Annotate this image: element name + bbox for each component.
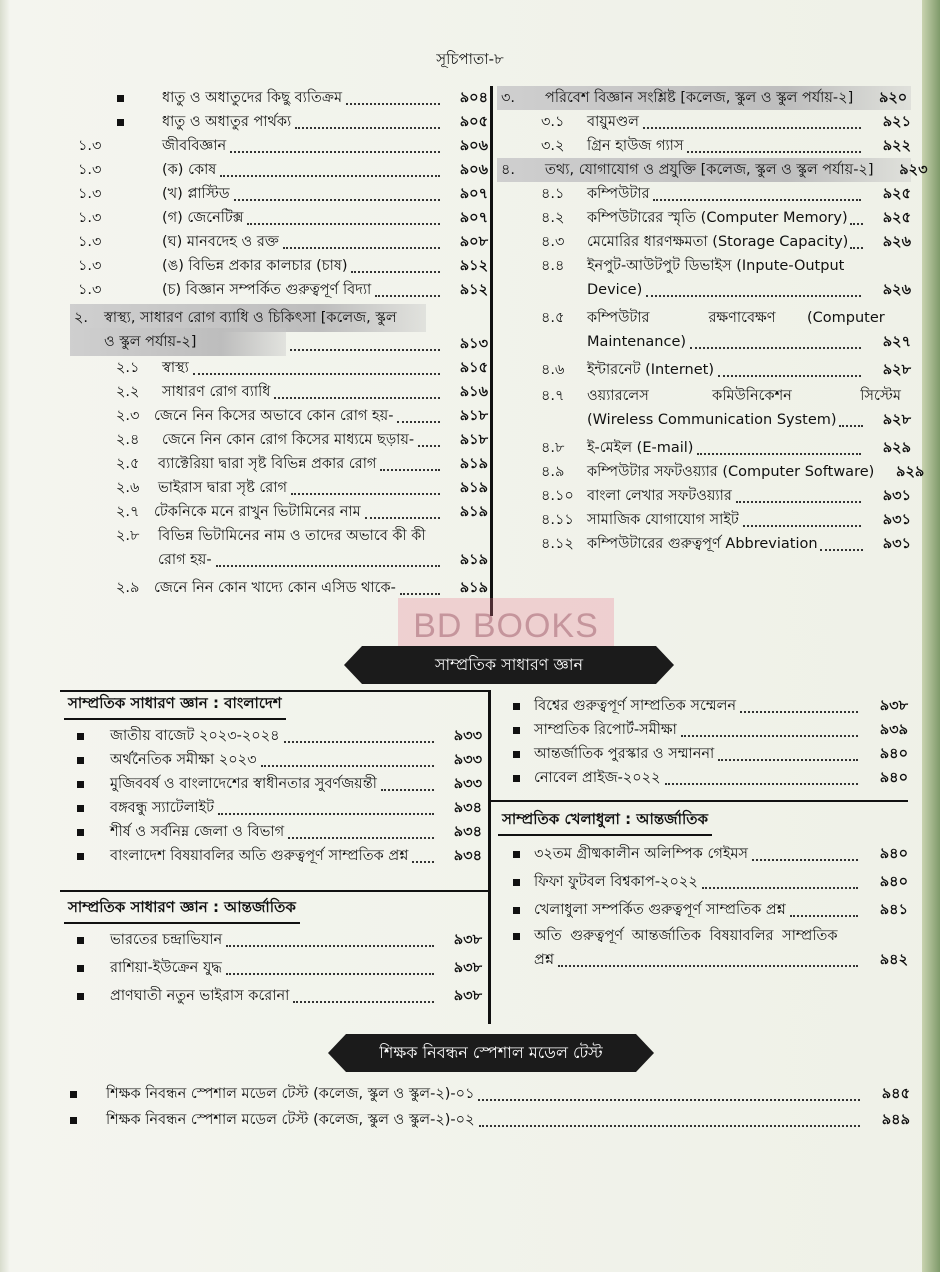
bullet-icon [77, 965, 84, 972]
toc-entry[interactable] [78, 278, 488, 302]
section-number: ৪. [501, 162, 516, 178]
section-title: পরিবেশ বিজ্ঞান সংশ্লিষ্ট [কলেজ, স্কুল ও স্কুল পর্যায়-২] [545, 90, 854, 106]
toc-entry[interactable] [497, 230, 911, 254]
toc-entry-number: ৩.১ [541, 114, 565, 130]
section-rule [60, 890, 488, 892]
toc-entry-title: কম্পিউটারের গুরুত্বপূর্ণ Abbreviation [587, 536, 818, 552]
toc-entry-page: ৯০৪ [459, 90, 488, 106]
toc-entry-page: ৯২৭ [882, 334, 911, 350]
toc-entry-title: কম্পিউটার [587, 186, 650, 202]
column-divider [490, 86, 493, 616]
toc-entry-number: ৪.১১ [541, 512, 574, 528]
toc-entry-title: ধাতু ও অধাতুর পার্থক্য [162, 114, 292, 130]
toc-entry-page: ৯২৬ [882, 234, 911, 250]
banner-title: সাম্প্রতিক সাধারণ জ্ঞান [434, 654, 584, 674]
toc-right-column [497, 86, 928, 556]
toc-entry-page: ৯১৯ [459, 480, 488, 496]
leader-dots [743, 503, 861, 527]
toc-entry[interactable] [64, 984, 482, 1008]
leader-dots [220, 153, 440, 177]
section-subheading: সাম্প্রতিক সাধারণ জ্ঞান : আন্তর্জাতিক [64, 896, 300, 924]
toc-entry-title: বাংলাদেশ বিষয়াবলির অতি গুরুত্বপূর্ণ সাম্প্রতিক প্রশ্ন [110, 848, 409, 864]
bullet-icon [77, 829, 84, 836]
toc-entry-page: ৯০৭ [459, 210, 488, 226]
bullet-icon [513, 879, 520, 886]
toc-entry[interactable] [498, 924, 908, 972]
toc-entry-title: ইন্টারনেট (Internet) [587, 362, 715, 378]
toc-entry-title: (গ) জেনেটিক্স [162, 210, 244, 226]
toc-entry[interactable] [497, 254, 911, 302]
toc-entry-title: শিক্ষক নিবন্ধন স্পেশাল মডেল টেস্ট (কলেজ, স্কুল ও স্কুল-২)-০২ [106, 1112, 475, 1128]
toc-entry-title: টেকনিকে মনে রাখুন ভিটামিনের নাম [154, 504, 361, 520]
toc-entry-number: ৪.৯ [541, 464, 565, 480]
bullet-icon [513, 703, 520, 710]
toc-entry-number: ২.৮ [116, 528, 140, 544]
toc-entry-page: ৯২৯ [882, 440, 911, 456]
toc-entry-page: ৯৩৪ [453, 824, 482, 840]
bullet-icon [77, 733, 84, 740]
toc-entry-page: ৯১৯ [459, 580, 488, 596]
toc-entry[interactable] [116, 576, 488, 600]
toc-entry[interactable] [498, 898, 908, 922]
page-title: সূচিপাতা-৮ [436, 50, 504, 68]
toc-entry-page: ৯৩৮ [453, 988, 482, 1004]
toc-entry[interactable] [497, 306, 911, 354]
toc-entry[interactable] [64, 956, 482, 980]
toc-entry-page: ৯৩৯ [879, 722, 908, 738]
toc-entry-page: ৯২৫ [882, 186, 911, 202]
toc-entry-page: ৯১৯ [459, 456, 488, 472]
toc-entry-title: ব্যাক্টেরিয়া দ্বারা সৃষ্ট বিভিন্ন প্রকার রোগ [158, 456, 377, 472]
toc-entry[interactable] [64, 844, 482, 868]
toc-entry[interactable] [116, 524, 488, 572]
toc-entry-number: ১.৩ [78, 234, 102, 250]
toc-entry-title-part: (Computer [807, 310, 885, 326]
leader-dots [850, 201, 863, 225]
toc-entry-title: জেনে নিন কোন রোগ কিসের মাধ্যমে ছড়ায়- [162, 432, 415, 448]
toc-entry-title: সামাজিক যোগাযোগ সাইট [587, 512, 739, 528]
banner-arrow-left [328, 1034, 346, 1072]
right-middle-column [498, 694, 908, 972]
bullet-icon [70, 1091, 77, 1098]
bullet-icon [513, 851, 520, 858]
leader-dots [351, 249, 440, 273]
bullet-icon [77, 853, 84, 860]
toc-entry-title-line2: Maintenance) [587, 334, 687, 350]
toc-entry-page: ৯৩৩ [453, 776, 482, 792]
toc-entry-number: ১.৩ [78, 282, 102, 298]
leader-dots [718, 737, 858, 761]
leader-dots [291, 471, 440, 495]
toc-left-column [74, 86, 488, 600]
toc-entry-page: ৯২৫ [882, 210, 911, 226]
bullet-icon [513, 775, 520, 782]
toc-entry-title-line1: বিভিন্ন ভিটামিনের নাম ও তাদের অভাবে কী কী [158, 528, 426, 544]
toc-entry-page: ৯১২ [459, 282, 488, 298]
toc-entry-title: (খ) প্লাস্টিড [162, 186, 230, 202]
toc-entry-page: ৯২৯ [896, 464, 925, 480]
toc-entry[interactable] [64, 928, 482, 952]
section-banner [362, 646, 656, 684]
toc-entry-page: ৯৪০ [879, 874, 908, 890]
toc-entry-number: ৪.২ [541, 210, 565, 226]
leader-dots [293, 979, 434, 1003]
model-test-list [58, 1082, 910, 1132]
section-title-line1: স্বাস্থ্য, সাধারণ রোগ ব্যাধি ও চিকিৎসা [কলেজ, স্কুল [104, 310, 397, 326]
toc-entry-title: বাংলা লেখার সফটওয়্যার [587, 488, 732, 504]
toc-entry-number: ৪.১০ [541, 488, 574, 504]
banner-title: শিক্ষক নিবন্ধন স্পেশাল মডেল টেস্ট [379, 1042, 603, 1062]
toc-entry-title: (ঙ) বিভিন্ন প্রকার কালচার (চাষ) [162, 258, 348, 274]
toc-entry-page: ৯১২ [459, 258, 488, 274]
leader-dots [736, 479, 861, 503]
toc-entry-title-line2: Device) [587, 282, 643, 298]
leader-dots [665, 761, 858, 785]
toc-entry-title: কম্পিউটার সফটওয়্যার (Computer Software) [587, 464, 875, 480]
bullet-icon [77, 757, 84, 764]
toc-entry-title-line2: রোগ হয়- [158, 552, 212, 568]
toc-entry-title: প্রাণঘাতী নতুন ভাইরাস করোনা [110, 988, 290, 1004]
toc-entry-page: ৯৩১ [882, 536, 911, 552]
toc-entry-number: ৪.১ [541, 186, 565, 202]
toc-entry-page: ৯৩৩ [453, 728, 482, 744]
page-left-edge [0, 0, 10, 1272]
toc-entry-page: ৯১৮ [459, 432, 488, 448]
toc-entry-page: ৯৪০ [879, 770, 908, 786]
toc-entry-number: ২.৩ [116, 408, 140, 424]
toc-entry-number: ২.৪ [116, 432, 140, 448]
toc-entry[interactable] [498, 842, 908, 866]
toc-entry-title-part: রক্ষণাবেক্ষণ [708, 310, 776, 326]
toc-entry-title: ভারতের চন্দ্রাভিযান [110, 932, 223, 948]
section-page: ৯২০ [878, 90, 908, 106]
leader-dots [226, 923, 434, 947]
toc-entry-page: ৯৩৪ [453, 848, 482, 864]
toc-entry-title: কম্পিউটারের স্মৃতি (Computer Memory) [587, 210, 848, 226]
toc-entry-title: শিক্ষক নিবন্ধন স্পেশাল মডেল টেস্ট (কলেজ, স্কুল ও স্কুল-২)-০১ [106, 1086, 475, 1102]
toc-entry-title: শীর্ষ ও সর্বনিম্ন জেলা ও বিভাগ [110, 824, 285, 840]
toc-entry-title: খেলাধুলা সম্পর্কিত গুরুত্বপূর্ণ সাম্প্রতিক প্রশ্ন [534, 902, 786, 918]
international-section [64, 896, 482, 1008]
leader-dots [697, 431, 861, 455]
toc-entry-page: ৯২২ [882, 138, 911, 154]
toc-entry-page: ৯৪১ [879, 902, 908, 918]
toc-entry-title: জেনে নিন কোন খাদ্যে কোন এসিড থাকে- [154, 580, 396, 596]
leader-dots [752, 837, 858, 861]
leader-dots [820, 527, 863, 551]
toc-entry-number: ২.৬ [116, 480, 140, 496]
toc-entry-page: ৯০৭ [459, 186, 488, 202]
toc-entry-title: জাতীয় বাজেট ২০২৩-২০২৪ [110, 728, 280, 744]
toc-entry-title: মুজিববর্ষ ও বাংলাদেশের স্বাধীনতার সুবর্ণজয়ন্তী [110, 776, 377, 792]
bangladesh-section [64, 692, 482, 868]
toc-entry-title: নোবেল প্রাইজ-২০২২ [534, 770, 661, 786]
leader-dots [365, 495, 440, 519]
bullet-icon [70, 1117, 77, 1124]
toc-entry-title: সাম্প্রতিক রিপোর্ট-সমীক্ষা [534, 722, 677, 738]
toc-entry-title-line2: প্রশ্ন [534, 952, 554, 968]
leader-dots [687, 129, 861, 153]
section-number: ৩. [501, 90, 516, 106]
toc-entry-number: ৪.৮ [541, 440, 565, 456]
toc-entry-page: ৯৪০ [879, 846, 908, 862]
toc-entry[interactable] [497, 206, 911, 230]
toc-entry-page: ৯৪০ [879, 746, 908, 762]
toc-entry[interactable] [497, 134, 911, 158]
toc-entry-page: ৯১৯ [459, 504, 488, 520]
bullet-icon [77, 781, 84, 788]
leader-dots [381, 767, 434, 791]
toc-entry-number: ১.৩ [78, 210, 102, 226]
toc-entry-page: ৯০৫ [459, 114, 488, 130]
toc-entry-title-part: কমিউনিকেশন [712, 388, 792, 404]
toc-entry-number: ৪.১২ [541, 536, 574, 552]
toc-entry-page: ৯২৬ [882, 282, 911, 298]
section-title: তথ্য, যোগাযোগ ও প্রযুক্তি [কলেজ, স্কুল ও স্কুল পর্যায়-২] [545, 162, 874, 178]
banner-arrow-right [636, 1034, 654, 1072]
toc-entry-number: ২.২ [116, 384, 140, 400]
bullet-icon [513, 727, 520, 734]
toc-entry-title: ধাতু ও অধাতুদের কিছু ব্যতিক্রম [162, 90, 343, 106]
toc-entry-title-line1: ইনপুট-আউটপুট ডিভাইস (Inpute-Output [587, 258, 845, 274]
toc-entry-title-part: ওয়্যারলেস [587, 388, 649, 404]
toc-entry-page: ৯৩৮ [453, 960, 482, 976]
toc-entry-title: ভাইরাস দ্বারা সৃষ্ট রোগ [158, 480, 287, 496]
toc-entry-page: ৯৩৮ [879, 698, 908, 714]
toc-entry[interactable] [116, 500, 488, 524]
toc-entry-page: ৯২১ [882, 114, 911, 130]
bd-books-watermark: BD BOOKS [398, 598, 614, 654]
leader-dots [400, 571, 440, 595]
toc-entry-page: ৯৪৫ [881, 1086, 910, 1102]
toc-entry-number: ৪.৪ [541, 258, 565, 274]
toc-entry-title: বিশ্বের গুরুত্বপূর্ণ সাম্প্রতিক সম্মেলন [534, 698, 737, 714]
toc-entry-title-line1: অতি গুরুত্বপূর্ণ আন্তর্জাতিক বিষয়াবলির সাম্প্রতিক [534, 928, 838, 944]
bullet-icon [117, 119, 124, 126]
toc-entry-number: ১.৩ [78, 186, 102, 202]
leader-dots [380, 447, 440, 471]
toc-entry-number: ১.৩ [78, 258, 102, 274]
toc-entry-page: ৯৪২ [879, 952, 908, 968]
banner-arrow-right [656, 646, 674, 684]
toc-entry-number: ৪.৭ [541, 388, 565, 404]
toc-entry-page: ৯০৮ [459, 234, 488, 250]
bullet-icon [77, 993, 84, 1000]
leader-dots [283, 225, 440, 249]
leader-dots [850, 225, 863, 249]
toc-entry-title: সাধারণ রোগ ব্যাধি [162, 384, 271, 400]
toc-entry[interactable] [58, 1108, 910, 1132]
column-divider [488, 690, 491, 1024]
page-right-edge [922, 0, 940, 1272]
toc-entry-title: ই-মেইল (E-mail) [587, 440, 694, 456]
toc-entry-page: ৯৩১ [882, 512, 911, 528]
leader-dots [230, 129, 440, 153]
leader-dots [718, 353, 861, 377]
toc-entry-number: ২.৭ [116, 504, 140, 520]
toc-entry-page: ৯০৬ [459, 138, 488, 154]
toc-section-3[interactable] [497, 86, 911, 110]
toc-entry[interactable] [497, 532, 911, 556]
toc-entry-number: ১.৩ [78, 138, 102, 154]
section-rule [488, 800, 908, 802]
leader-dots [690, 325, 861, 349]
toc-entry-title: ফিফা ফুটবল বিশ্বকাপ-২০২২ [534, 874, 698, 890]
bullet-icon [77, 805, 84, 812]
bullet-icon [77, 937, 84, 944]
leader-dots [397, 399, 440, 423]
leader-dots [418, 423, 440, 447]
toc-entry[interactable] [498, 870, 908, 894]
toc-entry-page: ৯১৯ [459, 552, 488, 568]
leader-dots [412, 839, 434, 863]
toc-entry[interactable] [498, 766, 908, 790]
toc-entry-title: (চ) বিজ্ঞান সম্পর্কিত গুরুত্বপূর্ণ বিদ্যা [162, 282, 372, 298]
toc-entry-page: ৯৩৪ [453, 800, 482, 816]
section-title-line2: ও স্কুল পর্যায়-২] [70, 328, 286, 356]
toc-entry-page: ৯০৬ [459, 162, 488, 178]
toc-entry-title: ৩২তম গ্রীষ্মকালীন অলিম্পিক গেইমস [534, 846, 748, 862]
toc-entry[interactable] [497, 358, 911, 382]
toc-entry-title: জেনে নিন কিসের অভাবে কোন রোগ হয়- [154, 408, 394, 424]
toc-section-2[interactable] [70, 304, 488, 356]
leader-dots [839, 403, 863, 427]
leader-dots [702, 865, 858, 889]
bullet-icon [513, 907, 520, 914]
bullet-icon [513, 751, 520, 758]
toc-entry-title: বঙ্গবন্ধু স্যাটেলাইট [110, 800, 215, 816]
leader-dots [346, 81, 440, 105]
toc-entry-number: ১.৩ [78, 162, 102, 178]
toc-entry-page: ৯৩১ [882, 488, 911, 504]
leader-dots [646, 273, 861, 297]
toc-section-4[interactable] [497, 158, 928, 182]
leader-dots [558, 943, 858, 967]
toc-entry-title: রাশিয়া-ইউক্রেন যুদ্ধ [110, 960, 222, 976]
toc-entry-title: জীববিজ্ঞান [162, 138, 227, 154]
toc-entry-title-part: কম্পিউটার [587, 310, 650, 326]
section-page: ৯১৩ [459, 336, 488, 352]
toc-entry-title: মেমোরির ধারণক্ষমতা (Storage Capacity) [587, 234, 849, 250]
section-banner [346, 1034, 636, 1072]
toc-entry-page: ৯১৮ [459, 408, 488, 424]
leader-dots [375, 273, 440, 297]
toc-entry-title: (ঘ) মানবদেহ ও রক্ত [162, 234, 279, 250]
toc-entry-page: ৯২৮ [882, 412, 911, 428]
toc-entry-page: ৯৩৩ [453, 752, 482, 768]
toc-entry[interactable] [497, 436, 911, 460]
toc-entry-page: ৯২৮ [882, 362, 911, 378]
toc-entry-title-part: সিস্টেম [860, 388, 901, 404]
toc-entry-page: ৯১৫ [459, 360, 488, 376]
toc-entry-number: ২.৫ [116, 456, 140, 472]
toc-entry-title: আন্তর্জাতিক পুরস্কার ও সম্মাননা [534, 746, 715, 762]
leader-dots [274, 375, 440, 399]
toc-entry-number: ৪.৩ [541, 234, 565, 250]
section-subheading: সাম্প্রতিক সাধারণ জ্ঞান : বাংলাদেশ [64, 692, 286, 720]
toc-entry-page: ৯৪৯ [881, 1112, 910, 1128]
toc-entry-number: ৩.২ [541, 138, 565, 154]
toc-entry-title: স্বাস্থ্য [162, 360, 189, 376]
leader-dots [216, 543, 440, 567]
toc-entry-title-line2: (Wireless Communication System) [587, 412, 837, 428]
leader-dots [226, 951, 434, 975]
banner-arrow-left [344, 646, 362, 684]
leader-dots [681, 713, 858, 737]
toc-entry-title: অর্থনৈতিক সমীক্ষা ২০২৩ [110, 752, 257, 768]
toc-entry-number: ২.১ [116, 360, 140, 376]
leader-dots [288, 815, 434, 839]
section-number: ২. [74, 310, 89, 326]
leader-dots [284, 719, 434, 743]
leader-dots [295, 105, 440, 129]
toc-entry-number: ৪.৬ [541, 362, 565, 378]
toc-section-2-items [116, 356, 488, 600]
toc-entry-title: বায়ুমণ্ডল [587, 114, 639, 130]
leader-dots [261, 743, 434, 767]
bullet-icon [117, 95, 124, 102]
leader-dots [479, 1103, 861, 1127]
toc-entry-number: ৪.৫ [541, 310, 565, 326]
toc-entry-page: ৯৩৮ [453, 932, 482, 948]
leader-dots [218, 791, 434, 815]
toc-entry-title: (ক) কোষ [162, 162, 217, 178]
toc-entry-page: ৯১৬ [459, 384, 488, 400]
leader-dots [790, 893, 858, 917]
leader-dots [478, 1077, 860, 1101]
toc-entry-number: ২.৯ [116, 580, 140, 596]
toc-entry-title: গ্রিন হাউজ গ্যাস [587, 138, 684, 154]
section-page: ৯২৩ [899, 162, 928, 178]
section-subheading: সাম্প্রতিক খেলাধুলা : আন্তর্জাতিক [498, 808, 712, 836]
toc-entry[interactable] [497, 384, 911, 432]
bullet-icon [513, 933, 520, 940]
leader-dots [234, 177, 440, 201]
leader-dots [740, 689, 858, 713]
leader-dots [247, 201, 440, 225]
